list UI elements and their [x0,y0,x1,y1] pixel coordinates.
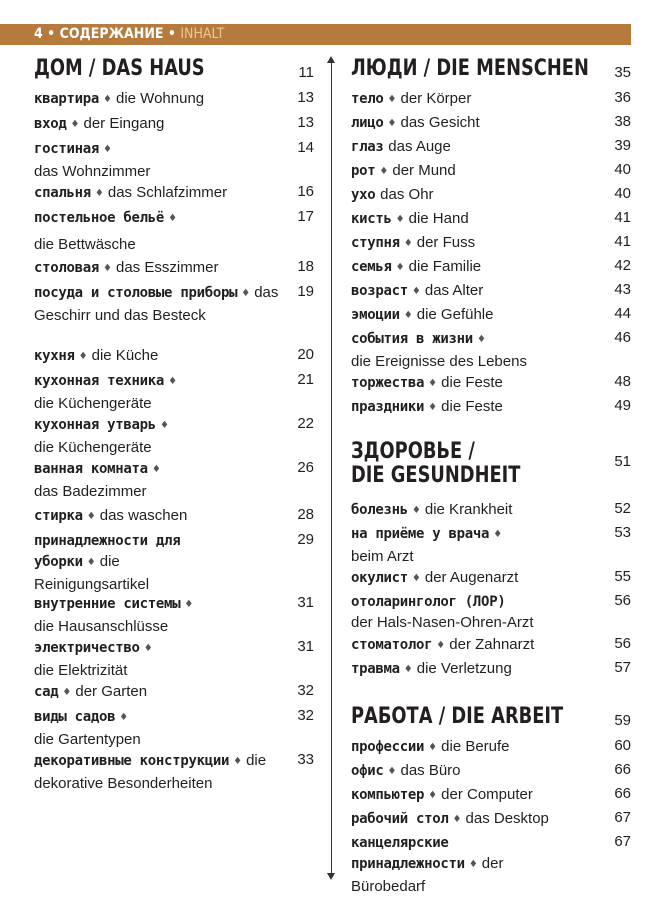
entry-term-de: das Badezimmer [34,483,147,500]
entry-page-number: 32 [297,682,314,699]
entry-page-number: 31 [297,594,314,611]
entry-term-ru: семья [351,259,392,275]
toc-entry-text [34,113,284,136]
toc-entry-text [351,88,601,111]
bullet-icon: ♦ [379,166,389,177]
entry-term-de: die Reinigungsartikel [34,553,150,593]
entry-term-ru: праздники [351,399,425,415]
entry-term-ru: электричество [34,640,140,656]
bullet-icon: ♦ [86,557,96,568]
entry-page-number: 22 [297,415,314,432]
section-heading [351,705,631,729]
entry-page-number: 55 [614,568,631,585]
entry-term-ru: торжества [351,375,425,391]
entry-page-number: 44 [614,305,631,322]
toc-entry-text [351,136,601,157]
entry-term-de: der Mund [392,162,456,179]
bullet-icon: ♦ [119,712,129,723]
entry-term-de: das Alter [424,282,484,299]
entry-term-ru: компьютер [351,787,425,803]
entry-term-ru: столовая [34,260,100,276]
toc-entry-text [351,232,601,255]
entry-term-ru: болезнь [351,502,408,518]
bullet-icon: ♦ [143,643,153,654]
entry-term-ru: декоративные конструкции [34,753,230,769]
bullet-icon: ♦ [387,94,397,105]
entry-term-ru: стирка [34,508,83,524]
entry-term-de: die Feste [441,374,503,391]
entry-term-de: die Hausanschlüsse [34,618,169,635]
entry-term-ru: посуда и столовые приборы [34,285,238,301]
bullet-icon: ♦ [428,790,438,801]
entry-term-ru: окулист [351,570,408,586]
entry-page-number: 66 [614,785,631,802]
entry-page-number: 52 [614,500,631,517]
toc-entry-text [34,345,284,368]
entry-term-ru: вход [34,116,67,132]
entry-term-ru: рабочий стол [351,811,449,827]
entry-term-ru: профессии [351,739,425,755]
bullet-icon: ♦ [62,687,72,698]
toc-entry-text [351,304,601,327]
entry-page-number: 43 [614,281,631,298]
entry-term-de: die Feste [441,398,503,415]
toc-entry-text [351,184,601,205]
entry-term-de: das Gesicht [400,114,480,131]
entry-term-de: der Eingang [83,115,165,132]
entry-term-ru: кухня [34,348,75,364]
entry-page-number: 36 [614,89,631,106]
toc-entry-text [34,706,284,750]
entry-term-ru: ступня [351,235,400,251]
bullet-icon: ♦ [428,402,438,413]
header-separator: • [47,26,56,42]
bullet-icon: ♦ [395,262,405,273]
toc-entry-text [351,634,601,657]
section-title: ЛЮДИ / DIE MENSCHEN [351,56,589,81]
bullet-icon: ♦ [411,573,421,584]
bullet-icon: ♦ [428,742,438,753]
section-heading [351,57,631,81]
entry-page-number: 18 [297,258,314,275]
toc-entry-text [351,736,601,759]
entry-page-number: 16 [297,183,314,200]
entry-term-de: die Berufe [441,738,510,755]
toc-entry-text [351,280,601,303]
entry-term-ru: кухонная техника [34,373,165,389]
header-title-de: INHALT [180,26,225,42]
entry-term-de: die dekorative Besonderheiten [34,752,267,792]
entry-term-ru: ванная комната [34,461,148,477]
entry-term-de: die Wohnung [116,90,205,107]
entry-page-number: 21 [297,371,314,388]
entry-term-de: die Küche [91,347,159,364]
entry-term-ru: травма [351,661,400,677]
entry-page-number: 13 [297,114,314,131]
entry-term-de: die Verletzung [416,660,512,677]
divider-arrow-bottom [327,873,335,880]
entry-term-ru: отоларинголог (ЛОР) [351,594,506,610]
entry-page-number: 29 [297,531,314,548]
page-header [34,25,224,44]
bullet-icon: ♦ [387,118,397,129]
toc-entry-text [351,808,601,831]
entry-term-de: der Bürobedarf [351,855,504,895]
entry-page-number: 33 [297,751,314,768]
header-title-ru: СОДЕРЖАНИЕ [59,26,164,42]
toc-entry-text [34,637,284,681]
bullet-icon: ♦ [387,766,397,777]
entry-page-number: 48 [614,373,631,390]
toc-entry-text [34,505,284,528]
toc-entry-text [351,523,601,567]
entry-term-ru: гостиная [34,141,100,157]
bullet-icon: ♦ [241,288,251,299]
toc-entry-text [351,784,601,807]
section-title: РАБОТА / DIE ARBEIT [351,704,564,729]
section-page-number: 51 [614,453,631,470]
toc-entry-text [34,530,209,595]
entry-page-number: 19 [297,283,314,300]
section-title: ДОМ / DAS HAUS [34,56,205,81]
entry-page-number: 13 [297,89,314,106]
entry-term-de: der Fuss [416,234,476,251]
bullet-icon: ♦ [151,464,161,475]
bullet-icon: ♦ [184,599,194,610]
bullet-icon: ♦ [168,213,178,224]
entry-page-number: 40 [614,185,631,202]
toc-entry-text [34,88,284,111]
entry-term-de: der Computer [441,786,533,803]
bullet-icon: ♦ [78,351,88,362]
entry-page-number: 32 [297,707,314,724]
bullet-icon: ♦ [103,144,112,155]
toc-entry-text [351,760,601,783]
entry-term-de: die Küchengeräte [34,439,152,456]
entry-term-ru: постельное бельё [34,210,165,226]
entry-page-number: 17 [297,208,314,225]
entry-page-number: 56 [614,635,631,652]
entry-term-de: das Desktop [465,810,549,827]
entry-term-ru: канцелярские принадлежности [351,835,465,872]
entry-term-de: der Augenarzt [424,569,519,586]
toc-entry-text [351,160,601,183]
toc-entry-text [34,207,284,255]
entry-page-number: 39 [614,137,631,154]
bullet-icon: ♦ [168,376,178,387]
toc-entry-text [351,328,601,372]
bullet-icon: ♦ [403,310,413,321]
section-title: ЗДОРОВЬЕ / [351,439,475,464]
bullet-icon: ♦ [233,756,243,767]
entry-term-de: beim Arzt [351,548,414,565]
bullet-icon: ♦ [103,94,112,105]
entry-term-ru: глаз [351,139,384,155]
section-page-number: 11 [298,64,314,81]
bullet-icon: ♦ [395,214,405,225]
toc-entry-text [34,182,284,205]
toc-entry-text [34,681,284,704]
entry-term-de: das waschen [99,507,188,524]
toc-entry-text [351,256,601,279]
entry-term-ru: события в жизни [351,331,473,347]
bullet-icon: ♦ [70,119,80,130]
toc-entry-text [351,112,601,135]
toc-entry-text [351,372,601,395]
bullet-icon: ♦ [86,511,96,522]
bullet-icon: ♦ [476,334,486,345]
entry-page-number: 67 [614,809,631,826]
entry-term-de: der Körper [400,90,472,107]
entry-page-number: 14 [297,139,314,156]
bullet-icon: ♦ [411,286,421,297]
entry-term-ru: принадлежности для уборки [34,533,181,570]
entry-term-ru: офис [351,763,384,779]
entry-term-ru: эмоции [351,307,400,323]
toc-entry-text [351,832,521,897]
entry-term-de: der Zahnarzt [449,636,535,653]
bullet-icon: ♦ [411,505,421,516]
entry-term-de: der Hals-Nasen-Ohren-Arzt [351,614,534,631]
section-title: DIE GESUNDHEIT [351,463,521,488]
entry-term-de: das Geschirr und das Besteck [34,284,279,324]
entry-term-de: das Schlafzimmer [107,184,228,201]
entry-term-ru: тело [351,91,384,107]
bullet-icon: ♦ [403,664,413,675]
entry-page-number: 28 [297,506,314,523]
entry-page-number: 49 [614,397,631,414]
toc-entry-text [34,370,284,414]
entry-term-de: die Gefühle [416,306,494,323]
entry-page-number: 41 [614,209,631,226]
entry-term-ru: стоматолог [351,637,433,653]
bullet-icon: ♦ [436,640,446,651]
column-divider [331,60,332,878]
entry-page-number: 38 [614,113,631,130]
entry-page-number: 60 [614,737,631,754]
entry-term-ru: виды садов [34,709,116,725]
toc-entry-text [351,396,601,419]
entry-term-ru: кисть [351,211,392,227]
entry-page-number: 66 [614,761,631,778]
toc-entry-text [351,591,601,633]
bullet-icon: ♦ [94,188,104,199]
entry-term-ru: возраст [351,283,408,299]
entry-term-de: der Garten [75,683,148,700]
bullet-icon: ♦ [159,420,169,431]
entry-term-de: die Hand [408,210,469,227]
entry-term-de: das Esszimmer [116,259,219,276]
entry-term-ru: внутренние системы [34,596,181,612]
entry-term-ru: на приёме у врача [351,526,490,542]
bullet-icon: ♦ [493,529,503,540]
entry-term-de: die Familie [408,258,482,275]
entry-term-de: die Bettwäsche [34,236,136,253]
entry-term-ru: лицо [351,115,384,131]
entry-page-number: 53 [614,524,631,541]
page-number: 4 [34,26,43,42]
entry-term-ru: ухо [351,187,376,203]
entry-page-number: 41 [614,233,631,250]
header-separator: • [167,26,176,42]
section-heading [34,57,314,81]
entry-page-number: 20 [297,346,314,363]
entry-term-ru: сад [34,684,59,700]
entry-page-number: 46 [614,329,631,346]
section-page-number: 35 [614,64,631,81]
toc-entry-text [34,414,284,458]
entry-page-number: 26 [297,459,314,476]
toc-entry-text [34,593,284,637]
entry-page-number: 57 [614,659,631,676]
entry-term-ru: кухонная утварь [34,417,156,433]
entry-term-de: die Gartentypen [34,731,141,748]
toc-entry-text [34,282,309,326]
page-header-bar [0,24,631,45]
bullet-icon: ♦ [403,238,413,249]
bullet-icon: ♦ [468,859,478,870]
toc-entry-text [351,499,601,522]
section-heading [351,440,631,488]
entry-term-de: das Büro [400,762,461,779]
entry-page-number: 31 [297,638,314,655]
toc-entry-text [351,658,601,681]
entry-term-de: die Küchengeräte [34,395,152,412]
entry-page-number: 56 [614,592,631,609]
toc-entry-text [351,208,601,231]
entry-page-number: 42 [614,257,631,274]
entry-term-de: die Ereignisse des Lebens [351,353,527,370]
entry-term-ru: спальня [34,185,91,201]
toc-entry-text [34,138,284,182]
entry-term-de: das Auge [388,138,451,155]
entry-page-number: 67 [614,833,631,850]
toc-entry-text [34,750,309,794]
entry-term-de: das Ohr [380,186,434,203]
toc-entry-text [34,458,284,502]
toc-entry-text [34,257,284,280]
bullet-icon: ♦ [103,263,112,274]
entry-term-ru: рот [351,163,376,179]
entry-term-de: die Elektrizität [34,662,128,679]
toc-entry-text [351,567,601,590]
bullet-icon: ♦ [428,378,438,389]
entry-term-de: das Wohnzimmer [34,163,151,180]
entry-term-de: die Krankheit [424,501,513,518]
entry-term-ru: квартира [34,91,100,107]
section-page-number: 59 [614,712,631,729]
bullet-icon: ♦ [452,814,462,825]
entry-page-number: 40 [614,161,631,178]
